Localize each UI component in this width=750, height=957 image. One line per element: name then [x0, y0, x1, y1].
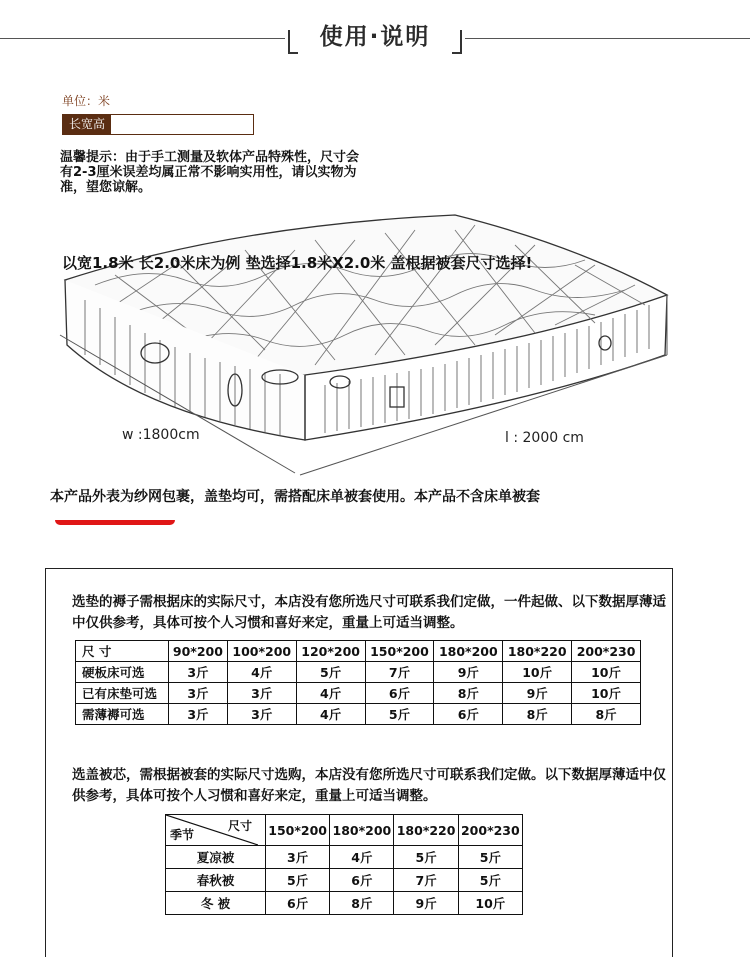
table-cell: 6斤 — [365, 683, 434, 704]
table-cell: 4斤 — [296, 704, 365, 725]
size-header-cell: 180*220 — [394, 815, 458, 846]
table-header-row — [76, 641, 641, 662]
row-label: 需薄褥可选 — [76, 704, 169, 725]
table-cell: 6斤 — [330, 869, 394, 892]
table-cell: 4斤 — [227, 662, 296, 683]
table-cell: 7斤 — [365, 662, 434, 683]
size-header-cell: 120*200 — [296, 641, 365, 662]
table-cell: 5斤 — [394, 846, 458, 869]
size-header-cell: 180*200 — [330, 815, 394, 846]
diagonal-header — [166, 815, 258, 845]
corner-top-label: 尺寸 — [227, 819, 252, 833]
table-cell: 8斤 — [572, 704, 641, 725]
row-label: 春秋被 — [166, 869, 266, 892]
table-cell: 3斤 — [169, 662, 228, 683]
table-row — [166, 846, 523, 869]
row-label: 夏凉被 — [166, 846, 266, 869]
table-cell: 7斤 — [394, 869, 458, 892]
table-cell: 8斤 — [330, 892, 394, 915]
corner-header-cell — [166, 815, 266, 846]
product-description: 本产品外表为纱网包裹，盖垫均可，需搭配床单被套使用。本产品不含床单被套 — [50, 489, 540, 505]
table-row — [166, 892, 523, 915]
header-line-left — [0, 38, 285, 39]
mattress-pad-intro: 选垫的褥子需根据床的实际尺寸，本店没有您所选尺寸可联系我们定做，一件起做、以下数据厚薄适中仅供参考，具体可按个人习惯和喜好来定，重量上可适当调整。 — [72, 594, 666, 631]
quilt-weight-table — [165, 814, 523, 915]
mattress-illustration — [55, 205, 680, 495]
table-row — [76, 662, 641, 683]
table-cell: 3斤 — [169, 704, 228, 725]
table-cell: 9斤 — [503, 683, 572, 704]
table-cell: 5斤 — [365, 704, 434, 725]
row-label: 已有床垫可选 — [76, 683, 169, 704]
header-bracket-left — [288, 30, 298, 54]
table-cell: 6斤 — [434, 704, 503, 725]
table-cell: 10斤 — [503, 662, 572, 683]
size-header-cell: 200*230 — [572, 641, 641, 662]
header-line-right — [465, 38, 750, 39]
table-cell: 5斤 — [266, 869, 330, 892]
table-cell: 10斤 — [572, 662, 641, 683]
dimension-box — [62, 114, 254, 135]
table-cell: 3斤 — [227, 683, 296, 704]
table-cell: 8斤 — [503, 704, 572, 725]
dimension-label: 长宽高 — [63, 115, 111, 134]
size-header-cell: 150*200 — [266, 815, 330, 846]
table-header-cell: 尺 寸 — [76, 641, 169, 662]
page-title: 使用·说明 — [319, 24, 431, 50]
header-bracket-right — [452, 30, 462, 54]
table-cell: 8斤 — [434, 683, 503, 704]
size-header-cell: 90*200 — [169, 641, 228, 662]
example-headline: 以宽1.8米 长2.0米床为例 垫选择1.8米X2.0米 盖根据被套尺寸选择! — [62, 254, 533, 272]
table-cell: 9斤 — [394, 892, 458, 915]
table-cell: 6斤 — [266, 892, 330, 915]
table-cell: 4斤 — [296, 683, 365, 704]
corner-bottom-label: 季节 — [170, 828, 195, 842]
quilt-intro: 选盖被芯，需根据被套的实际尺寸选购，本店没有您所选尺寸可联系我们定做。以下数据厚薄适中仅供参考，具体可按个人习惯和喜好来定，重量上可适当调整。 — [72, 767, 666, 804]
table-cell: 4斤 — [330, 846, 394, 869]
row-label: 硬板床可选 — [76, 662, 169, 683]
row-label: 冬 被 — [166, 892, 266, 915]
table-row — [76, 683, 641, 704]
size-header-cell: 100*200 — [227, 641, 296, 662]
table-cell: 5斤 — [296, 662, 365, 683]
table-cell: 5斤 — [458, 846, 522, 869]
size-header-cell: 180*200 — [434, 641, 503, 662]
length-dimension-label: l : 2000 cm — [505, 430, 584, 446]
size-header-cell: 200*230 — [458, 815, 522, 846]
table-row — [76, 704, 641, 725]
table-cell: 10斤 — [572, 683, 641, 704]
size-header-cell: 150*200 — [365, 641, 434, 662]
table-cell: 5斤 — [458, 869, 522, 892]
size-header-cell: 180*220 — [503, 641, 572, 662]
table-cell: 3斤 — [227, 704, 296, 725]
table-cell: 3斤 — [266, 846, 330, 869]
table-cell: 10斤 — [458, 892, 522, 915]
width-dimension-label: w :1800cm — [122, 427, 200, 443]
mattress-pad-weight-table — [75, 640, 641, 725]
warm-tip: 温馨提示：由于手工测量及软体产品特殊性，尺寸会有2-3厘米误差均属正常不影响实用性，请以实物为准，望您谅解。 — [60, 150, 360, 195]
table-cell: 3斤 — [169, 683, 228, 704]
table-row — [166, 869, 523, 892]
unit-label: 单位：米 — [62, 94, 111, 108]
table-header-row — [166, 815, 523, 846]
table-cell: 9斤 — [434, 662, 503, 683]
red-accent-bar — [55, 520, 175, 525]
